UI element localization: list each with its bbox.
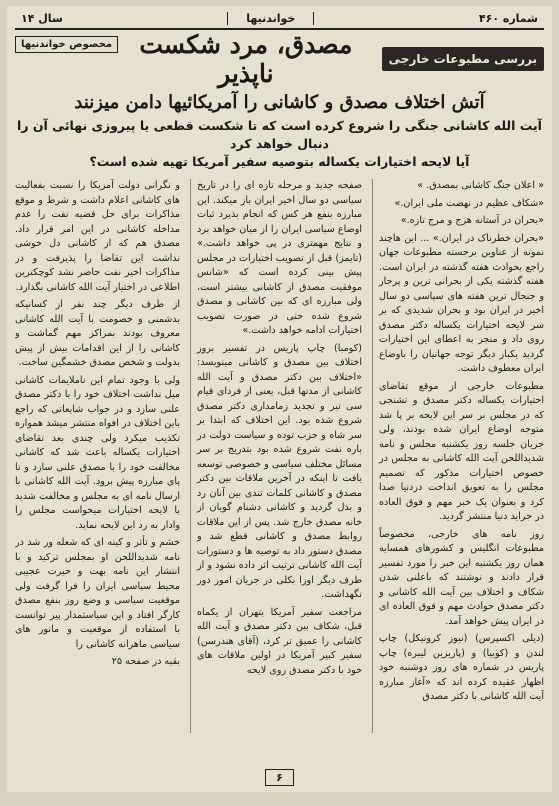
paragraph: (دیلی اکسپرس) (نیوز کرونیکل) چاپ لندن و (کوبیا) و (پاریزین لیبره) چاپ پاریس در شماره های روز دوشنبه خود اظهار عقیده کرده اند که «آغاز مبارزه آیت الله کاشانی با دکتر مصدق: [379, 633, 544, 702]
deck-line-2: آیا لایحه اختیارات یکساله بتوصیه سفیر آمریکا تهیه شده است؟: [89, 154, 470, 169]
exclusive-label: مخصوص خواندنیها: [15, 36, 118, 53]
article-subtitle: آتش اختلاف مصدق و کاشانی را آمریکائیها دامن میزنند: [74, 92, 485, 113]
deck-line-1: آیت الله کاشانی جنگی را شروع کرده است که تا شکست قطعی یا پیروزی نهائی آن را دنبال خواهد کرد: [17, 118, 542, 151]
paragraph: «بحران خطرناک در ایران.» ... این هاچند نمونه از عناوین برجسته مطبوعات جهان راجع بحوادث هفته گذشته در ایران است. هفته گذشته یکی از بحرانی ترین و پرجار و جنجال ترین هفته های سیاسی دو سال اخیر در ایران بود و بحران شدیدی که بر سر لایحه اختیارات یکساله دکتر مصدق روی داد و منجر به اعطای این اختیارات گردید یکبار دیگر توجه جهانیان را باوضاع ایران معطوف داشت.: [379, 232, 544, 374]
paragraph: (کومبا) چاپ پاریس در تفسیر بروز اختلاف بین مصدق و کاشانی مینویسد: «اختلاف بین دکتر مصدق و آیت الله کاشانی از مدتها قبل، یعنی از فردای قیام سی تیر و تجدید زمامداری دکتر مصدق شروع شده بود. این اختلاف که ابتدا بر سر شاه و حزب توده و سیاست دولت در باره نفت شروع شده بود بتدریج بر سر مسائل مختلف سیاسی و خصوصی توسعه یافت تا اینکه در آخرین ملاقات بین دکتر مصدق و کاشانی کلمات تندی بین آنان رد و بدل گردید و کاشانی دشنام گویان از خانه مصدق خارج شد. پس از این ملاقات روابط مصدق و کاشانی قطع شد و مصدق دستور داد به توصیه ها و دستورات آیت الله کاشانی ترتیب اثر داده نشود و از طرف دیگر اوزا بکلی در جریان امور دور نگهداشت.: [197, 342, 362, 600]
page-footer: [7, 766, 552, 786]
paragraph: مراجعت سفیر آمریکا بتهران از یکماه قبل، شکاف بین دکتر مصدق و آیت الله کاشانی را عمیق تر کرد، (آقای هندرسن) سفیر کبیر آمریکا در اولین ملاقات های خود با دکتر مصدق روی لایحه: [197, 606, 362, 676]
paragraph: ولی با وجود تمام این ناملایمات کاشانی میل نداشت اختلاف خود را با دکتر مصدق علنی سازد و در جواب شایعاتی که راجع باین اختلاف در افواه منتشر میشد همواره تکذیب میکرد ولی چندی بعد تقاضای اختیارات یکساله باعث شد که کاشانی مخالفت خود را با مصدق علنی سازد و تا پای مبارزه پیش برود. آیت الله کاشانی با ارسال نامه ای به مجلس و مخالفت شدید با لایحه اختیارات میخواست مجلس را وادار به رد این لایحه نماید.: [15, 374, 180, 531]
paragraph: صفحه جدید و مرحله تازه ای را در تاریخ سیاسی دو سال اخیر ایران باز میکند. این مبارزه بنفع هر کس که انجام بذیرد ثبات اوضاع سیاسی ایران را از میان خواهد برد و نتایج مهمتری در پی خواهد داشت.» (تایمز) قبل از تصویب اختیارات در مجلس پیش بینی کرده است که «شانس موفقیت مصدق از کاشانی بیشتر است، ولی مبارزه ای که بین کاشانی و مصدق شروع شده حتی در صورت تصویب اختیارات ادامه خواهد داشت.»: [197, 180, 362, 336]
paragraph: مطبوعات خارجی از موقع تقاضای اختیارات یکساله دکتر مصدق و تشنجی که در مجلس بر سر این لایحه بر پا شد متوجه اوضاع ایران شده بودند، ولی جریان جلسه روز یکشنبه مجلس و نامه شدیداللحن آیت الله کاشانی به مجلس در خصوص اختیارات مذکور که تصمیم مجلس را به تعویق انداخت دردنیا صدا کرد و بعنوان یک خبر مهم و فوق العاده در جراید دنیا منتشر گردید.: [379, 380, 544, 522]
column-left: [15, 179, 180, 733]
magazine-name: خواندنیها: [227, 12, 314, 25]
article-columns: [15, 179, 544, 733]
column-middle: [190, 179, 362, 733]
article-header: [15, 30, 544, 88]
paragraph: روز نامه های خارجی، مخصوصاً مطبوعات انگلیس و کشورهای همسایه همان روز یکشنبه این خبر را مورد تفسیر قرار دادند و نوشتند که باعلنی شدن شکاف و اختلاف بین آیت الله کاشانی و دکتر مصدق حوادث مهم و فوق العاده ای در ایران پیش خواهد آمد.: [379, 528, 544, 627]
year-label: سال ۱۴: [21, 12, 63, 25]
article-deck: [15, 117, 544, 171]
magazine-page: [7, 6, 552, 792]
issue-number: شماره ۴۶۰: [478, 12, 538, 25]
paragraph: خشم و تأثر و کینه ای که شعله ور شد در نامه شدیداللحن او بمجلس ترکید و با انتشار این نامه بهت و حیرت عجیبی محیط سیاسی ایران را فرا گرفت ولی موقعیت سیاسی و وضع روز بنفع مصدق کارگر افتاد و این سیاستمدار پیر توانست با استفاده از موقعیت و مانور های سیاسی ماهرانه کاشانی را: [15, 537, 180, 650]
paragraph: از طرف دیگر چند نفر از کسانیکه بدشمنی و خصومت با آیت الله کاشانی معروف بودند بمراکز مهم گماشت و کاشانی را از این اقدامات بیش از پیش بدولت و شخص مصدق خشمگین ساخت.: [15, 299, 180, 368]
column-right: [372, 179, 544, 733]
paragraph: «بحران در آستانه هرج و مرج تازه.»: [400, 215, 544, 226]
article-title: مصدق، مرد شکست ناپذیر: [139, 30, 353, 88]
paragraph: « اعلان جنگ کاشانی بمصدق. »: [417, 180, 544, 191]
paragraph: «شکاف عظیم در نهضت ملی ایران.»: [394, 197, 544, 209]
paragraph: و نگرانی دولت آمریکا را نسبت بفعالیت های کاشانی اعلام داشت و شرط و موقع مذاکرات برای حل قضیه نفت را عدم مداخله کاشانی در این امر قرار داد. مصدق هم که از کاشانی دل خوشی نداشت این تقاضا را پذیرفت و در مذاکرات اخیر نفت حاضر نشد کوچکترین اطلاعی در اختیار آیت الله کاشانی بگذارد.: [15, 180, 180, 293]
page-number: ۶: [265, 769, 294, 786]
page-header: [15, 10, 544, 30]
section-tag: بررسی مطبوعات خارجی: [382, 47, 544, 71]
continued-note: بقیه در صفحه ۲۵: [111, 656, 180, 667]
